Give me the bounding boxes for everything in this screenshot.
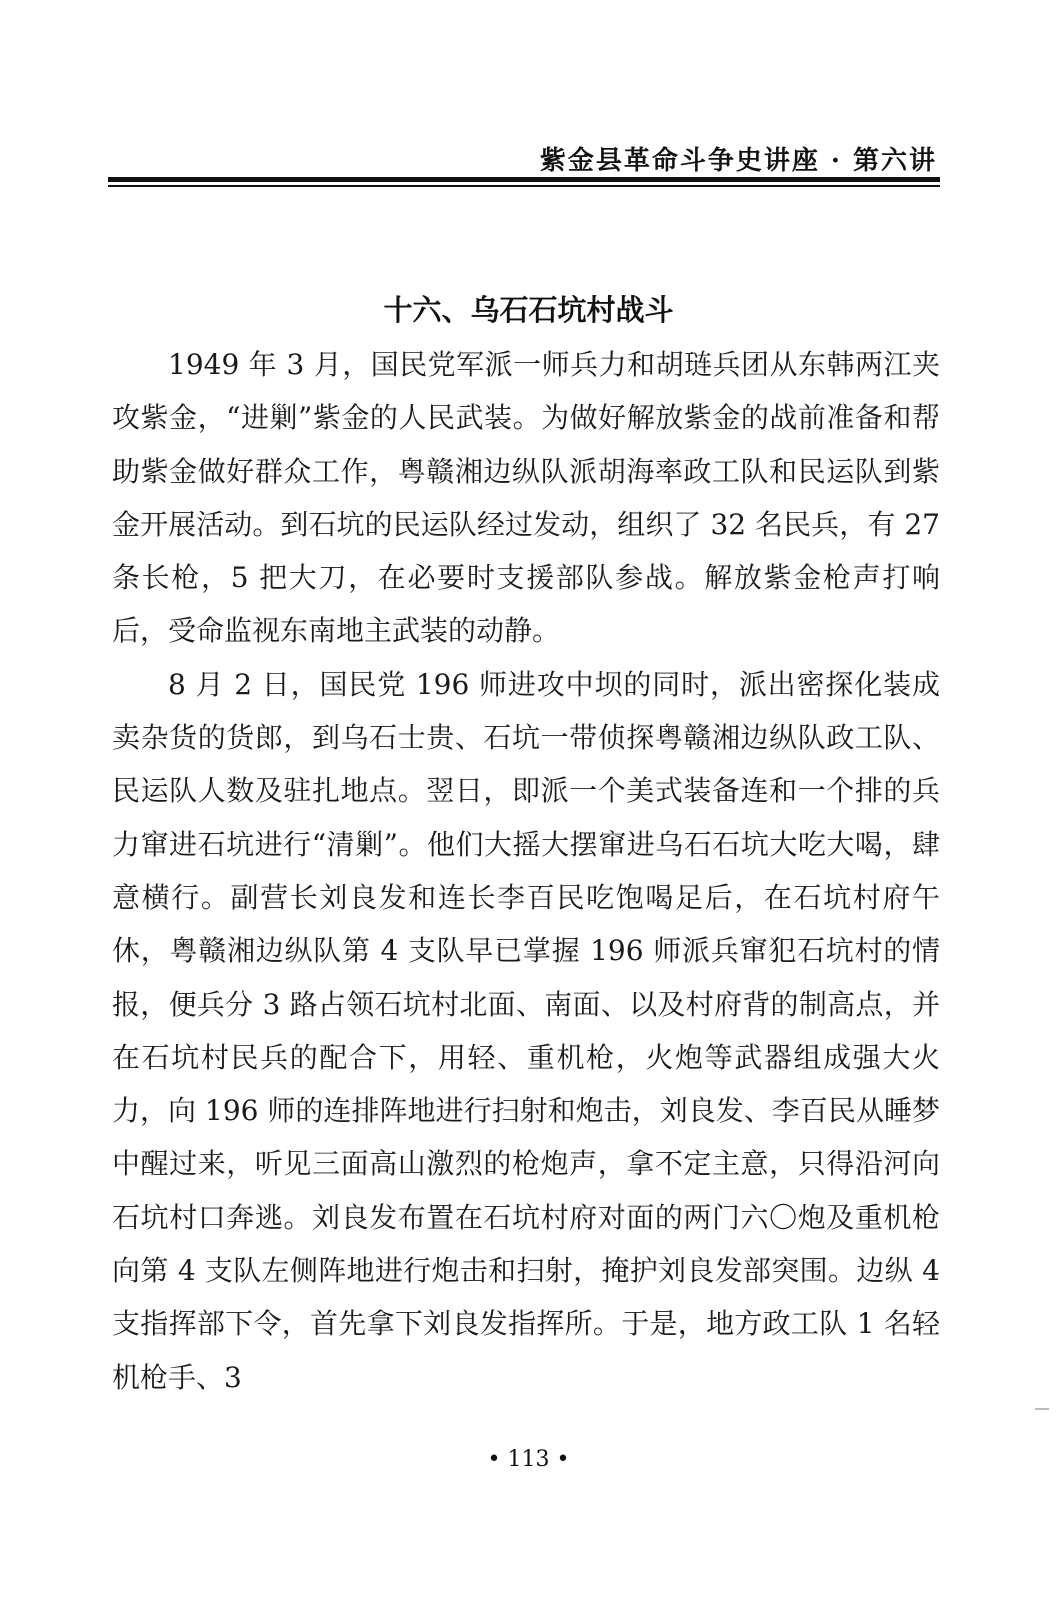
section-heading: 十六、乌石石坑村战斗 xyxy=(383,293,674,327)
paragraph: 1949 年 3 月，国民党军派一师兵力和胡琏兵团从东韩两江夹攻紫金，“进剿”紫金的人民武装。为做好解放紫金的战前准备和帮助紫金做好群众工作，粤赣湘边纵队派胡海率政工队和民运队到紫金开展活动。到石坑的民运队经过发动，组织了 32 名民兵，有 27 条长枪，5 把大刀，在必要时支援部队参战。解放紫金枪声打响后，受命监视东南地主武装的动静。 xyxy=(112,348,940,648)
body-text xyxy=(112,338,940,1404)
header-rule-thin xyxy=(108,185,940,187)
header-rule-thick xyxy=(108,177,940,182)
scan-mark xyxy=(1035,1408,1049,1410)
page-number: • 113 • xyxy=(487,1447,570,1472)
paragraph: 8 月 2 日，国民党 196 师进攻中坝的同时，派出密探化装成卖杂货的货郎，到乌石士贵、石坑一带侦探粤赣湘边纵队政工队、民运队人数及驻扎地点。翌日，即派一个美式装备连和一个排的兵力窜进石坑进行“清剿”。他们大摇大摆窜进乌石石坑大吃大喝，肆意横行。副营长刘良发和连长李百民吃饱喝足后，在石坑村府午休，粤赣湘边纵队第 4 支队早已掌握 196 师派兵窜犯石坑村的情报，便兵分 3 路占领石坑村北面、南面、以及村府背的制高点，并在石坑村民兵的配合下，用轻、重机枪，火炮等武器组成强大火力，向 196 师的连排阵地进行扫射和炮击，刘良发、李百民从睡梦中醒过来，听见三面高山激烈的枪炮声，拿不定主意，只得沿河向石坑村口奔逃。刘良发布置在石坑村府对面的两门六〇炮及重机枪向第 4 支队左侧阵地进行炮击和扫射，掩护刘良发部突围。边纵 4 支指挥部下令，首先拿下刘良发指挥所。于是，地方政工队 1 名轻机枪手、3 xyxy=(112,667,940,1394)
running-header: 紫金县革命斗争史讲座 · 第六讲 xyxy=(539,146,937,176)
